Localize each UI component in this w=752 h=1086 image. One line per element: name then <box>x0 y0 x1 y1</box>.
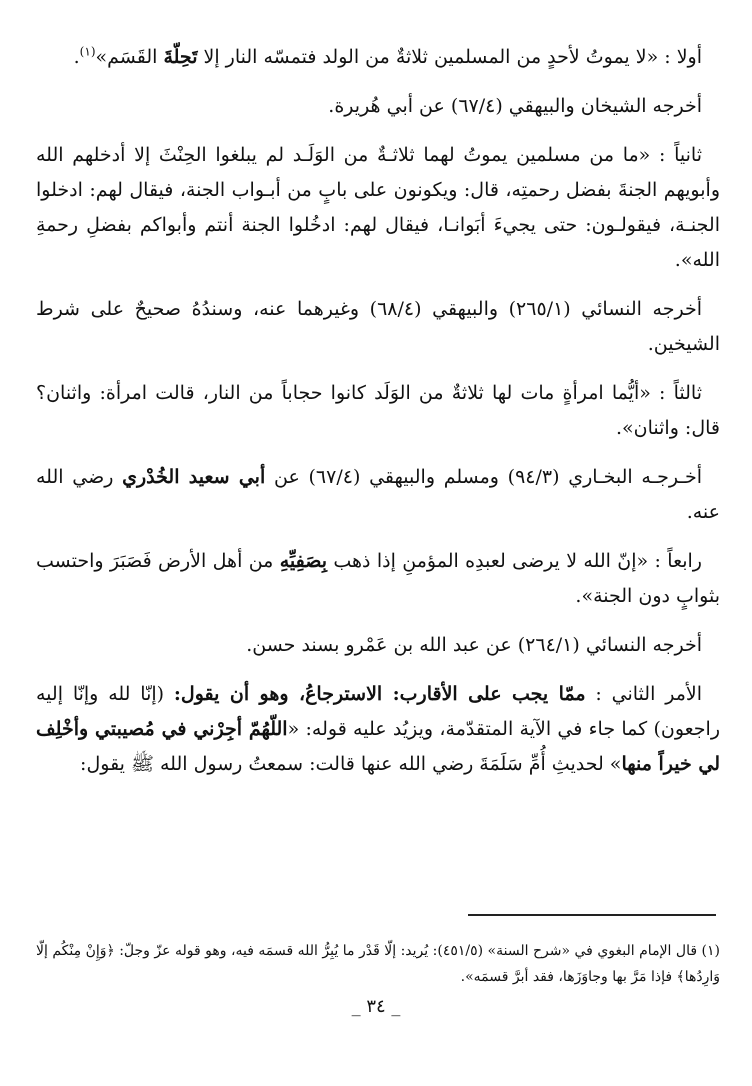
text-run: » لحديثِ أُمِّ سَلَمَةَ رضي الله عنها قالت: سمعتُ رسول الله ﷺ يقول: <box>80 753 622 775</box>
paragraph-takhrij-1: أخرجه الشيخان والبيهقي (٦٧/٤) عن أبي هُريرة. <box>328 95 702 117</box>
footnote-marker[interactable]: (١) <box>79 44 96 59</box>
paragraph-fourth-hadith <box>36 544 720 614</box>
page-number: _ ٣٤ _ <box>351 996 401 1017</box>
bold-name: أبي سعيد الخُدْري <box>122 466 266 488</box>
paragraph-takhrij-3 <box>36 460 720 530</box>
text-run: (إنّا لله وإنّا إليه راجعون) كما جاء في الآية المتقدّمة، ويزيُد عليه قوله: « <box>36 683 720 740</box>
paragraph-first-hadith <box>36 40 720 75</box>
bold-term: تَحِلّةَ <box>163 46 198 68</box>
text-run: القَسَم» <box>95 46 164 68</box>
text-run: رضي الله عنه. <box>36 466 720 523</box>
bold-dua: اللّهُمّ أجِرْني في مُصيبتي وأخْلِف لي خيراً منها <box>36 718 720 775</box>
paragraph-second-hadith: ثانياً : «ما من مسلمين يموتُ لهما ثلاثـةٌ من الوَلَـد لم يبلغوا الحِنْثَ إلا أدخلهم الله وأبويهم الجنةَ بفضل رحمتِه، قال: ويكونون على بابٍ من أبـواب الجنة، فيقال لهم: ادخلوا الجنـة، فيقولـون: حتى يجيءَ أبَوانـا، فيقال لهم: ادخُلوا الجنة أنتم وأبواكم بفضلِ رحمةِ الله». <box>36 144 720 271</box>
paragraph-second-matter <box>36 677 720 782</box>
page-body <box>36 40 720 796</box>
text-run: من أهل الأرض فَصَبَرَ واحتسب بثوابٍ دون الجنة». <box>36 550 720 607</box>
paragraph-takhrij-4: أخرجه النسائي (٢٦٤/١) عن عبد الله بن عَمْرو بسند حسن. <box>246 634 702 656</box>
text-run: . <box>73 46 80 68</box>
text-run: أولا : «لا يموتُ لأحدٍ من المسلمين ثلاثةٌ من الولد فتمسّه النار إلا <box>197 46 702 68</box>
paragraph-takhrij-2: أخرجه النسائي (٢٦٥/١) والبيهقي (٦٨/٤) وغيرهما عنه، وسندُهُ صحيحٌ على شرط الشيخين. <box>36 298 720 355</box>
text-run: الأمر الثاني : <box>585 683 702 705</box>
footnote: (١) قال الإمام البغوي في «شرح السنة» (٤٥١/٥): يُريد: إلّا قَدْر ما يُبِرُّ الله قسمَه فيه، وهو قوله عزّ وجلّ: ﴿وَإِنْ مِنْكُم إلّا وَارِدُها﴾ فإذا مَرَّ بها وجاوَزَها، فقد أبرَّ قسمَه». <box>36 943 720 985</box>
text-run: رابعاً : «إنّ الله لا يرضى لعبدِه المؤمنِ إذا ذهب <box>327 550 702 572</box>
footnote-separator <box>468 914 716 916</box>
bold-heading: ممّا يجب على الأقارب: الاسترجاعُ، وهو أن يقول: <box>173 683 586 705</box>
paragraph-third-hadith: ثالثاً : «أيُّما امرأةٍ مات لها ثلاثةٌ من الوَلَد كانوا حجاباً من النار، قالت امرأة: واثنان؟ قال: واثنان». <box>36 382 720 439</box>
text-run: أخـرجـه البخـاري (٩٤/٣) ومسلم والبيهقي (٦٧/٤) عن <box>265 466 702 488</box>
bold-term: بِصَفِيِّهِ <box>279 550 328 572</box>
